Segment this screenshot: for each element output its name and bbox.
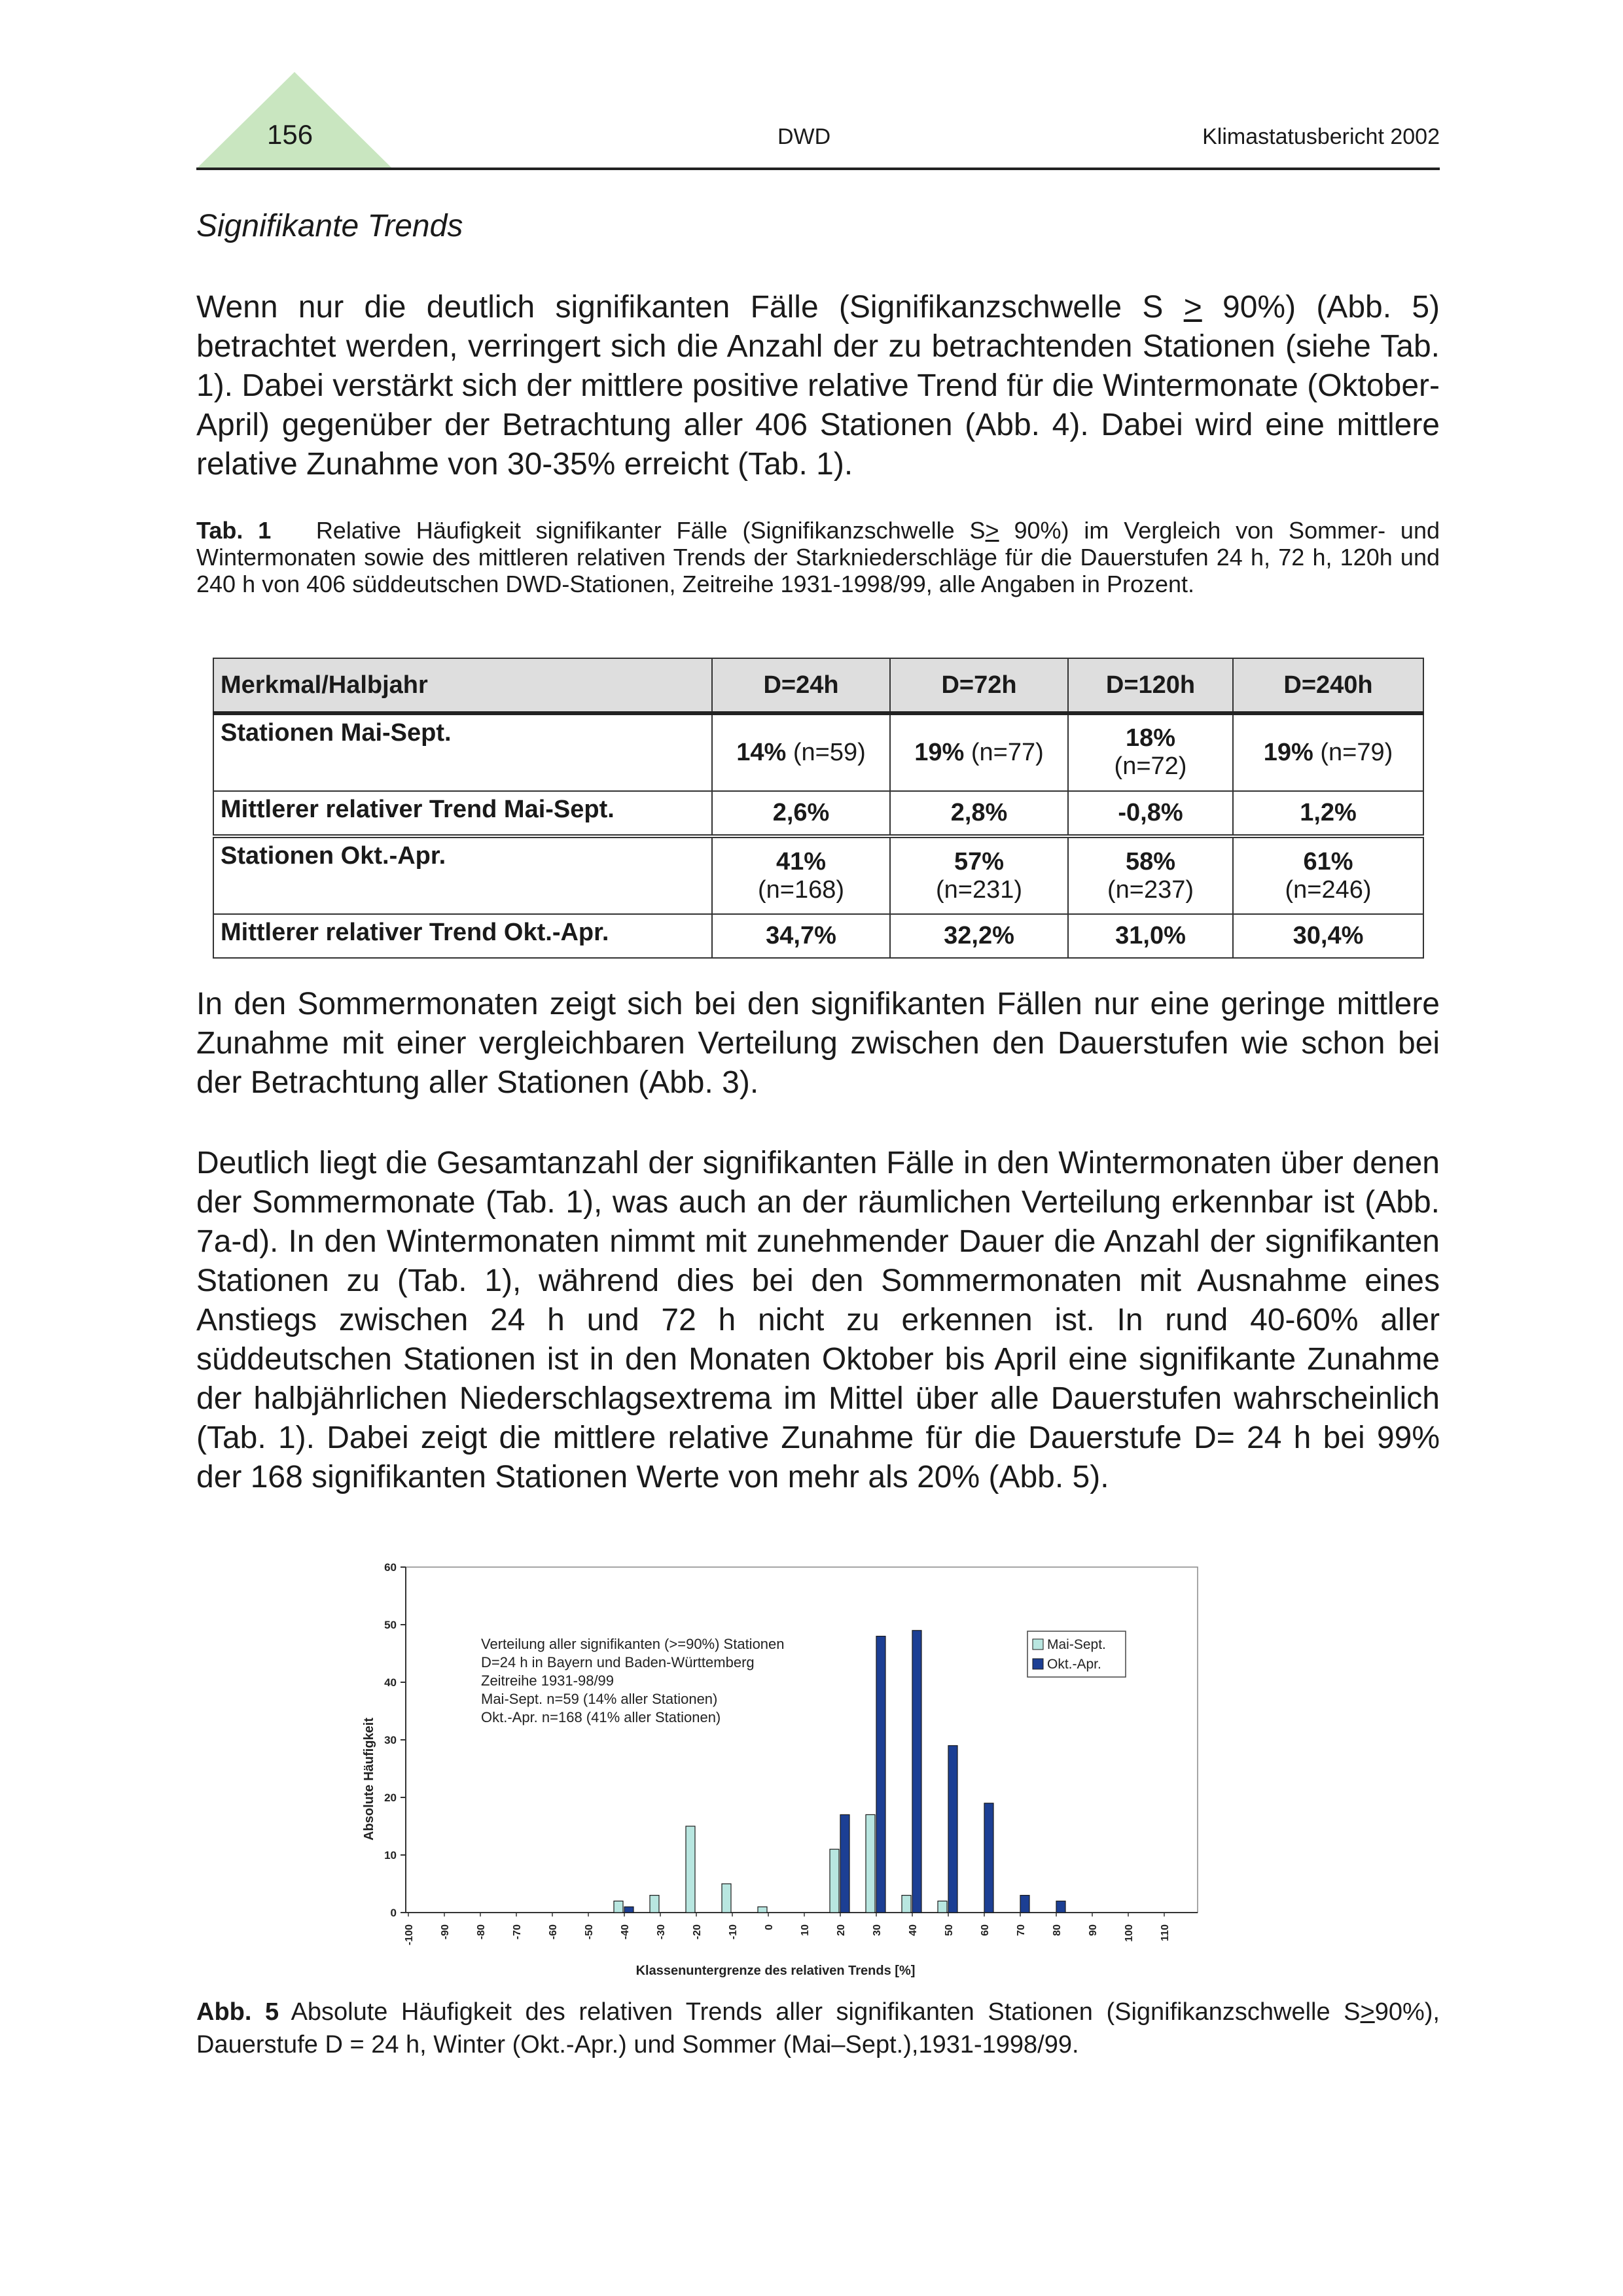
table-row (213, 791, 1423, 837)
bar-okt-apr- (1020, 1896, 1029, 1913)
histogram-chart (353, 1554, 1217, 1986)
header-report-title: Klimastatusbericht 2002 (1202, 124, 1440, 149)
figure-caption-post: 90%), Dauerstufe D = 24 h, Winter (Okt.-Apr.) und Sommer (Mai–Sept.),1931-1998/99. (196, 1998, 1440, 2058)
y-tick-label: 30 (384, 1734, 397, 1746)
x-tick-label: 10 (800, 1924, 811, 1936)
y-axis-label: Absolute Häufigkeit (362, 1718, 376, 1841)
chart-annotation-line: Mai-Sept. n=59 (14% aller Stationen) (481, 1691, 718, 1707)
table-row-label: Stationen Okt.-Apr. (213, 836, 712, 914)
bar-mai-sept- (830, 1849, 839, 1913)
legend-label: Mai-Sept. (1047, 1637, 1106, 1652)
x-tick-label: 60 (980, 1924, 991, 1936)
table-cell-percent: 57% (954, 847, 1005, 875)
table-header-cell: D=24h (712, 658, 890, 713)
page-number: 156 (267, 119, 313, 150)
page-header (196, 72, 1440, 170)
figure-caption-symbol: > (1360, 1998, 1375, 2026)
table-cell: 34,7% (712, 914, 890, 958)
table-cell-count: (n=59) (786, 738, 866, 766)
table-cell: 2,8% (890, 791, 1068, 837)
table-cell-percent: 61% (1303, 847, 1353, 875)
chart-annotation-line: D=24 h in Bayern und Baden-Württemberg (481, 1654, 755, 1670)
table-cell-count: (n=237) (1107, 875, 1194, 904)
x-tick-label: 30 (872, 1924, 883, 1936)
table-header-row (213, 658, 1423, 713)
x-tick-label: 110 (1160, 1924, 1171, 1941)
data-table (213, 658, 1424, 959)
x-tick-label: -10 (728, 1924, 739, 1940)
table-cell: 2,6% (712, 791, 890, 837)
bar-mai-sept- (902, 1896, 911, 1913)
table-cell-count: (n=168) (757, 875, 845, 904)
bar-mai-sept- (938, 1901, 947, 1913)
table-cell-percent: 19% (1263, 738, 1313, 766)
chart-annotation-line: Verteilung aller signifikanten (>=90%) Stationen (481, 1636, 785, 1652)
chart-annotation-line: Okt.-Apr. n=168 (41% aller Stationen) (481, 1709, 721, 1725)
table-cell (712, 836, 890, 914)
table-caption (196, 517, 1440, 597)
x-tick-label: -90 (440, 1924, 451, 1940)
bar-okt-apr- (948, 1746, 957, 1913)
table-row-label: Mittlerer relativer Trend Mai-Sept. (213, 791, 712, 837)
x-tick-label: -40 (620, 1924, 631, 1940)
x-tick-label: -50 (584, 1924, 595, 1940)
table-caption-pre: Relative Häufigkeit signifikanter Fälle (Signifikanzschwelle S (315, 517, 986, 544)
chart-plot-area (362, 1561, 1198, 1978)
header-rule (196, 168, 1440, 170)
table-cell-percent: 14% (736, 738, 787, 766)
table-cell-count: (n=72) (1114, 752, 1187, 781)
figure-caption-pre: Absolute Häufigkeit des relativen Trends aller signifikanten Stationen (Signifikanzschwelle S (291, 1998, 1361, 2026)
table-row (213, 836, 1423, 914)
bar-mai-sept- (686, 1826, 695, 1913)
y-tick-label: 60 (384, 1561, 397, 1574)
table-row-label: Stationen Mai-Sept. (213, 713, 712, 791)
table-cell-percent: 58% (1125, 847, 1176, 875)
x-tick-label: 80 (1052, 1924, 1063, 1936)
legend-label: Okt.-Apr. (1047, 1657, 1101, 1672)
table-caption-post: 90%) im Vergleich von Sommer- und Wintermonaten sowie des mittleren relativen Trends der Starkniederschläge für die Dauerstufen 24 h, 72 h, 120h und 240 h von 406 süddeutschen DWD-Stationen, Zeitreihe 1931-1998/99, alle Angaben in Prozent. (196, 517, 1440, 597)
table-cell (890, 836, 1068, 914)
paragraph-2: In den Sommermonaten zeigt sich bei den signifikanten Fällen nur eine geringe mittlere Zunahme mit einer vergleichbaren Verteilung zwischen den Dauerstufen wie schon bei der Betrachtung aller Stationen (Abb. 3). (196, 987, 1440, 1100)
x-tick-label: 40 (908, 1924, 919, 1936)
table-cell: 1,2% (1233, 791, 1423, 837)
table-cell-count: (n=231) (935, 875, 1023, 904)
table-cell-percent: 41% (776, 847, 827, 875)
legend-swatch (1033, 1659, 1043, 1669)
y-tick-label: 0 (390, 1907, 397, 1919)
bar-mai-sept- (866, 1814, 875, 1913)
table-header-cell: Merkmal/Halbjahr (213, 658, 712, 713)
paragraph-1-pre: Wenn nur die deutlich signifikanten Fälle (Signifikanzschwelle S (196, 290, 1184, 325)
paragraph-1-symbol: > (1183, 290, 1202, 325)
paragraph-1-post: 90%) (Abb. 5) betrachtet werden, verringert sich die Anzahl der zu betrachtenden Stationen (siehe Tab. 1). Dabei verstärkt sich der mittlere positive relative Trend für die Wintermonate (Oktober-April) gegenüber der Betrachtung aller 406 Stationen (Abb. 4). Dabei wird eine mittlere relative Zunahme von 30-35% erreicht (Tab. 1). (196, 290, 1440, 482)
x-tick-label: 70 (1016, 1924, 1027, 1936)
table-cell: 32,2% (890, 914, 1068, 958)
table-cell (890, 713, 1068, 791)
bar-okt-apr- (912, 1631, 921, 1913)
table-cell-percent: 19% (914, 738, 965, 766)
legend-swatch (1033, 1639, 1043, 1650)
y-tick-label: 40 (384, 1676, 397, 1689)
x-tick-label: -100 (404, 1924, 415, 1946)
chart-annotation-line: Zeitreihe 1931-98/99 (481, 1672, 615, 1689)
y-tick-label: 10 (384, 1849, 397, 1862)
x-tick-label: 90 (1088, 1924, 1099, 1936)
figure-caption (196, 1996, 1440, 2061)
table-cell (1068, 713, 1233, 791)
figure-caption-label: Abb. 5 (196, 1998, 279, 2026)
table-cell (1068, 836, 1233, 914)
table-caption-symbol: > (985, 517, 999, 544)
table-cell: -0,8% (1068, 791, 1233, 837)
paragraph-3: Deutlich liegt die Gesamtanzahl der signifikanten Fälle in den Wintermonaten über denen der Sommermonate (Tab. 1), was auch an der räumlichen Verteilung erkennbar ist (Abb. 7a-d). In den Wintermonaten nimmt mit zunehmender Dauer die Anzahl der signifikanten Stationen zu (Tab. 1), während dies bei den Sommermonaten mit Ausnahme eines Anstiegs zwischen 24 h und 72 h nicht zu erkennen ist. In rund 40-60% aller süddeutschen Stationen ist in den Monaten Oktober bis April eine signifikante Zunahme der halbjährlichen Niederschlagsextrema im Mittel über alle Dauerstufen wahrscheinlich (Tab. 1). Dabei zeigt die mittlere relative Zunahme für die Dauerstufe D= 24 h bei 99% der 168 signifikanten Stationen Werte von mehr als 20% (Abb. 5). (196, 1146, 1440, 1494)
x-tick-label: -20 (692, 1924, 703, 1940)
x-tick-label: 20 (836, 1924, 847, 1936)
bar-mai-sept- (758, 1907, 767, 1913)
bar-mai-sept- (722, 1884, 731, 1913)
x-tick-label: 50 (944, 1924, 955, 1936)
table-caption-label: Tab. 1 (196, 517, 272, 544)
table-header-cell: D=240h (1233, 658, 1423, 713)
y-tick-label: 20 (384, 1792, 397, 1804)
table-cell: 30,4% (1233, 914, 1423, 958)
y-tick-label: 50 (384, 1619, 397, 1631)
x-tick-label: -30 (656, 1924, 667, 1940)
x-tick-label: 100 (1124, 1924, 1135, 1942)
paragraph-1 (196, 288, 1440, 484)
x-tick-label: -80 (476, 1924, 487, 1940)
table-cell: 31,0% (1068, 914, 1233, 958)
table-cell (1233, 713, 1423, 791)
bar-okt-apr- (984, 1803, 993, 1913)
table-cell (712, 713, 890, 791)
bar-okt-apr- (624, 1907, 633, 1913)
bar-okt-apr- (840, 1814, 849, 1913)
plot-frame (406, 1567, 1198, 1913)
x-tick-label: 0 (764, 1924, 775, 1930)
table-row (213, 713, 1423, 791)
table-cell-percent: 18% (1125, 724, 1176, 752)
bar-mai-sept- (650, 1896, 659, 1913)
header-publisher: DWD (777, 124, 831, 149)
table-cell (1233, 836, 1423, 914)
table-row-label: Mittlerer relativer Trend Okt.-Apr. (213, 914, 712, 958)
bar-okt-apr- (876, 1636, 885, 1913)
table-row (213, 914, 1423, 958)
table-cell-count: (n=79) (1313, 738, 1393, 766)
bar-mai-sept- (614, 1901, 623, 1913)
table-header-cell: D=120h (1068, 658, 1233, 713)
section-heading: Signifikante Trends (196, 209, 463, 243)
x-axis-label: Klassenuntergrenze des relativen Trends [%] (635, 1964, 916, 1978)
bar-okt-apr- (1056, 1901, 1065, 1913)
table-cell-count: (n=77) (964, 738, 1044, 766)
x-tick-label: -70 (512, 1924, 523, 1940)
x-tick-label: -60 (548, 1924, 559, 1940)
table-header-cell: D=72h (890, 658, 1068, 713)
table-cell-count: (n=246) (1285, 875, 1372, 904)
